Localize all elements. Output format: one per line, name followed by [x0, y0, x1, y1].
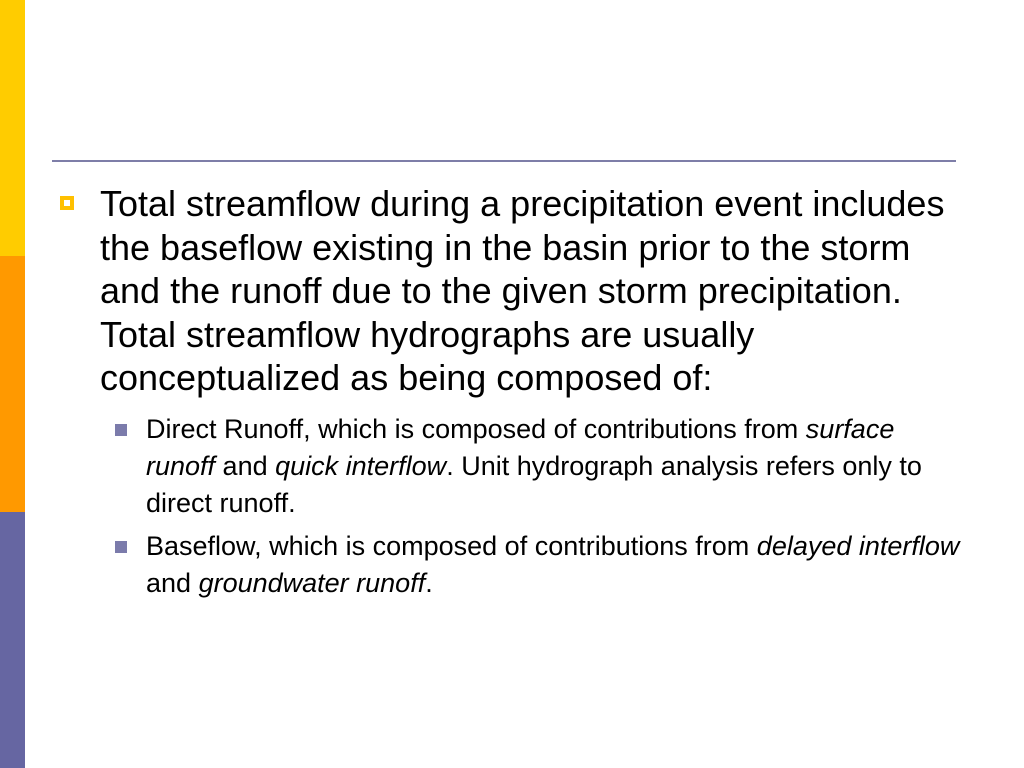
- sub-bullet-text: Baseflow, which is composed of contributions from: [146, 530, 757, 561]
- side-bar-yellow: [0, 0, 25, 256]
- main-bullet: [60, 182, 960, 400]
- sub-bullet-italic-term: groundwater runoff: [198, 567, 426, 598]
- sub-bullet-text: Direct Runoff, which is composed of contributions from: [146, 413, 806, 444]
- sub-bullet-text: . Unit hydrograph analysis refers only to direct runoff.: [146, 450, 922, 518]
- side-bar-purple: [0, 512, 25, 768]
- sub-bullet-text: and: [215, 450, 276, 481]
- sub-bullet-direct-runoff: [146, 411, 960, 522]
- sub-bullet-baseflow: [146, 528, 960, 602]
- sub-bullet-italic-term: delayed interflow: [756, 530, 960, 561]
- main-bullet-text: Total streamflow during a precipitation event includes the baseflow existing in the basin prior to the storm and the runoff due to the given storm precipitation. Total streamflow hydrographs are usually conceptualized as being composed of:: [100, 183, 945, 398]
- sub-bullet-text: .: [425, 567, 433, 598]
- square-bullet-icon: [115, 424, 127, 436]
- hollow-square-bullet-icon: [60, 196, 74, 210]
- title-divider-line: [52, 160, 956, 162]
- sub-bullet-text: and: [146, 567, 199, 598]
- sub-bullet-italic-term: surface runoff: [146, 413, 895, 481]
- square-bullet-icon: [115, 541, 127, 553]
- side-bar-orange: [0, 256, 25, 512]
- sub-bullet-italic-term: quick interflow: [275, 450, 447, 481]
- slide-body: [60, 182, 960, 602]
